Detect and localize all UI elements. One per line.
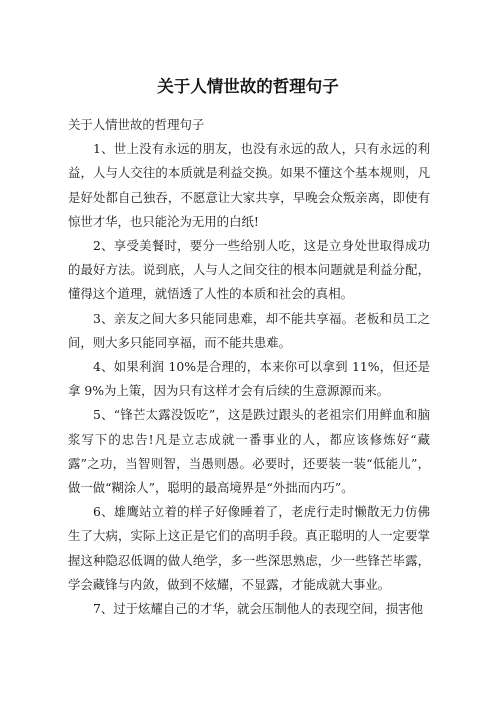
paragraph: 1、世上没有永远的朋友，也没有永远的敌人，只有永远的利益，人与人交往的本质就是利益交换。如果不懂这个基本规则，凡是好处都自己独吞，不愿意让大家共享，早晚会众叛亲离，即使有惊世才华，也只能沦为无用的白纸! bbox=[68, 141, 430, 229]
document-body bbox=[68, 113, 430, 621]
paragraph: 3、亲友之间大多只能同患难，却不能共享福。老板和员工之间，则大多只能同享福，而不能共患难。 bbox=[68, 310, 430, 350]
paragraph: 7、过于炫耀自己的才华，就会压制他人的表现空间，损害他 bbox=[93, 601, 424, 617]
paragraph: 5、“锋芒太露没饭吃”，这是跌过跟头的老祖宗们用鲜血和脑浆写下的忠告!凡是立志成就一番事业的人，都应该修炼好“藏露”之功，当智则智，当愚则愚。必要时，还要装一装“低能儿”，做一做“糊涂人”，聪明的最高境界是“外拙而内巧”。 bbox=[68, 407, 430, 496]
paragraph: 4、如果利润 10%是合理的，本来你可以拿到 11%，但还是拿 9%为上策，因为只有这样才会有后续的生意源源而来。 bbox=[68, 359, 430, 399]
document-title: 关于人情世故的哲理句子 bbox=[157, 77, 339, 96]
paragraph: 6、雄鹰站立着的样子好像睡着了，老虎行走时懒散无力仿佛生了大病，实际上这正是它们的高明手段。真正聪明的人一定要掌握这种隐忍低调的做人绝学，多一些深思熟虑，少一些锋芒毕露，学会藏锋与内敛，做到不炫耀，不显露，才能成就大事业。 bbox=[68, 504, 430, 592]
paragraph: 2、享受美餐时，要分一些给别人吃，这是立身处世取得成功的最好方法。说到底，人与人之间交往的根本问题就是利益分配，懂得这个道理，就悟透了人性的本质和社会的真相。 bbox=[68, 238, 430, 302]
document-subtitle: 关于人情世故的哲理句子 bbox=[68, 117, 205, 132]
